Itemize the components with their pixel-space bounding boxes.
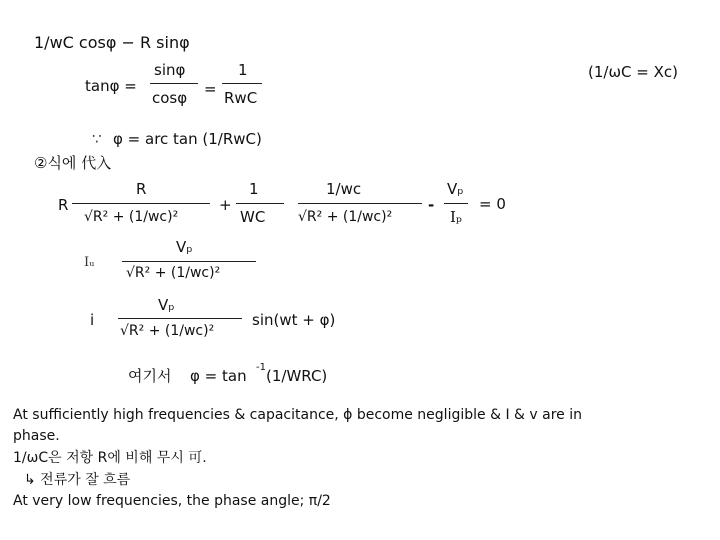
fraction-bar: [122, 261, 256, 262]
eq-i-den: √R² + (1/wc)²: [126, 265, 221, 281]
phi-arctan-equation: φ = arc tan (1/RwC): [113, 130, 262, 148]
where-label: 여기서: [128, 367, 172, 385]
equals-sign: =: [204, 80, 217, 98]
equation-line-1: 1/wC cosφ − R sinφ: [34, 33, 190, 52]
plus-sign: +: [219, 196, 232, 214]
fraction-bar: [236, 203, 284, 204]
tan-numerator: sinφ: [154, 61, 186, 79]
eq-r-den3: √R² + (1/wc)²: [298, 209, 393, 225]
eq-r-den1: √R² + (1/wc)²: [84, 209, 179, 225]
equals-zero: = 0: [479, 195, 506, 213]
eq-r-num2: 1: [249, 180, 259, 198]
fraction-denominator-rwc: RwC: [224, 89, 258, 107]
xc-note: (1/ωC = Xc): [588, 63, 678, 81]
fraction-bar: [444, 203, 468, 204]
fraction-bar: [118, 318, 242, 319]
eq-r-lhs: R: [58, 196, 69, 214]
paragraph-korean-note: 1/ωC은 저항 R에 비해 무시 可.: [13, 450, 207, 466]
eq-i-num: Vₚ: [176, 238, 193, 256]
tan-denominator: cosφ: [152, 89, 188, 107]
paragraph-low-frequency: At very low frequencies, the phase angle; π/2: [13, 493, 331, 509]
eq-small-i-lhs: i: [90, 311, 95, 329]
fraction-bar: [298, 203, 422, 204]
fraction-bar: [150, 83, 198, 84]
substitution-label: ②식에 代入: [34, 154, 112, 172]
paragraph-high-frequency: At sufficiently high frequencies & capacitance, ϕ become negligible & I & v are in: [13, 407, 582, 423]
where-phi: φ = tan: [190, 367, 247, 385]
eq-r-den2: WC: [240, 208, 266, 226]
eq-i-lhs: Iᵤ: [84, 255, 95, 270]
eq-r-den4: Iₚ: [450, 208, 462, 226]
paragraph-current-flows: ↳ 전류가 잘 흐름: [24, 472, 131, 488]
paragraph-high-frequency-cont: phase.: [13, 428, 60, 444]
tan-lhs: tanφ =: [85, 77, 137, 95]
minus-sign: -: [428, 196, 435, 214]
eq-small-i-den: √R² + (1/wc)²: [120, 323, 215, 339]
eq-small-i-tail: sin(wt + φ): [252, 311, 336, 329]
fraction-numerator-one: 1: [238, 61, 248, 79]
eq-r-num3: 1/wc: [326, 180, 362, 198]
eq-small-i-num: Vₚ: [158, 296, 175, 314]
fraction-bar: [222, 83, 262, 84]
because-symbol: ∵: [92, 130, 102, 148]
eq-r-num4: Vₚ: [447, 180, 464, 198]
fraction-bar: [72, 203, 210, 204]
where-arg: (1/WRC): [266, 367, 328, 385]
where-exponent: -1: [256, 362, 266, 373]
eq-r-num1: R: [136, 180, 147, 198]
